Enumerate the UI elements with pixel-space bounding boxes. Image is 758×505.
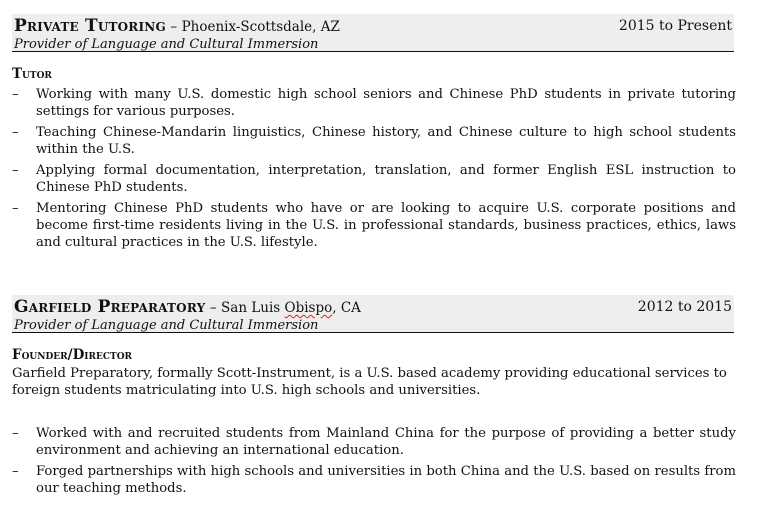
bullet-item (12, 463, 736, 497)
bullet-item (12, 124, 736, 158)
bullet-text: Applying formal documentation, interpretation, translation, and former English ESL instruction to Chinese PhD students. (36, 163, 736, 195)
job-subtitle: Provider of Language and Cultural Immersion (14, 37, 319, 52)
job-role: Founder/Director (12, 347, 133, 363)
dash-marker: – (12, 201, 19, 216)
bullet-item (12, 425, 736, 459)
company-line (14, 297, 732, 318)
bullet-text: Working with many U.S. domestic high school seniors and Chinese PhD students in private tutoring settings for various purposes. (36, 87, 736, 119)
job-dates: 2015 to Present (618, 18, 732, 34)
dash-marker: – (12, 464, 19, 479)
bullet-list (12, 425, 736, 497)
job-subtitle: Provider of Language and Cultural Immersion (14, 318, 319, 333)
bullet-item (12, 86, 736, 120)
location-prefix: San Luis (221, 300, 285, 316)
location-suffix: , CA (332, 300, 361, 316)
separator: – (209, 300, 217, 316)
company-name: Garfield Preparatory (14, 297, 206, 317)
bullet-text: Mentoring Chinese PhD students who have or are looking to acquire U.S. corporate positions and become first-time residents living in the U.S. in professional standards, business practices, ethics, laws and cultural practices in the U.S. lifestyle. (36, 201, 736, 250)
separator: – (170, 19, 178, 35)
company-name: Private Tutoring (14, 16, 166, 36)
job-location (221, 300, 361, 316)
job-location: Phoenix-Scottsdale, AZ (181, 19, 340, 35)
bullet-text: Forged partnerships with high schools and universities in both China and the U.S. based on results from our teaching methods. (36, 464, 736, 496)
job-description: Garfield Preparatory, formally Scott-Instrument, is a U.S. based academy providing educational services to foreign students matriculating into U.S. high schools and universities. (12, 366, 727, 398)
dash-marker: – (12, 163, 19, 178)
bullet-item (12, 200, 736, 251)
experience-garfield-preparatory (12, 295, 734, 501)
dash-marker: – (12, 426, 19, 441)
job-header (12, 14, 734, 52)
bullet-item (12, 162, 736, 196)
job-dates: 2012 to 2015 (637, 299, 732, 315)
experience-private-tutoring (12, 14, 734, 255)
job-header (12, 295, 734, 333)
job-role: Tutor (12, 66, 52, 82)
bullet-text: Teaching Chinese-Mandarin linguistics, Chinese history, and Chinese culture to high school students within the U.S. (36, 125, 736, 157)
bullet-text: Worked with and recruited students from Mainland China for the purpose of providing a better study environment and achieving an international education. (36, 426, 736, 458)
dash-marker: – (12, 125, 19, 140)
bullet-list (12, 86, 736, 251)
spellcheck-word[interactable]: Obispo (284, 300, 333, 316)
dash-marker: – (12, 87, 19, 102)
